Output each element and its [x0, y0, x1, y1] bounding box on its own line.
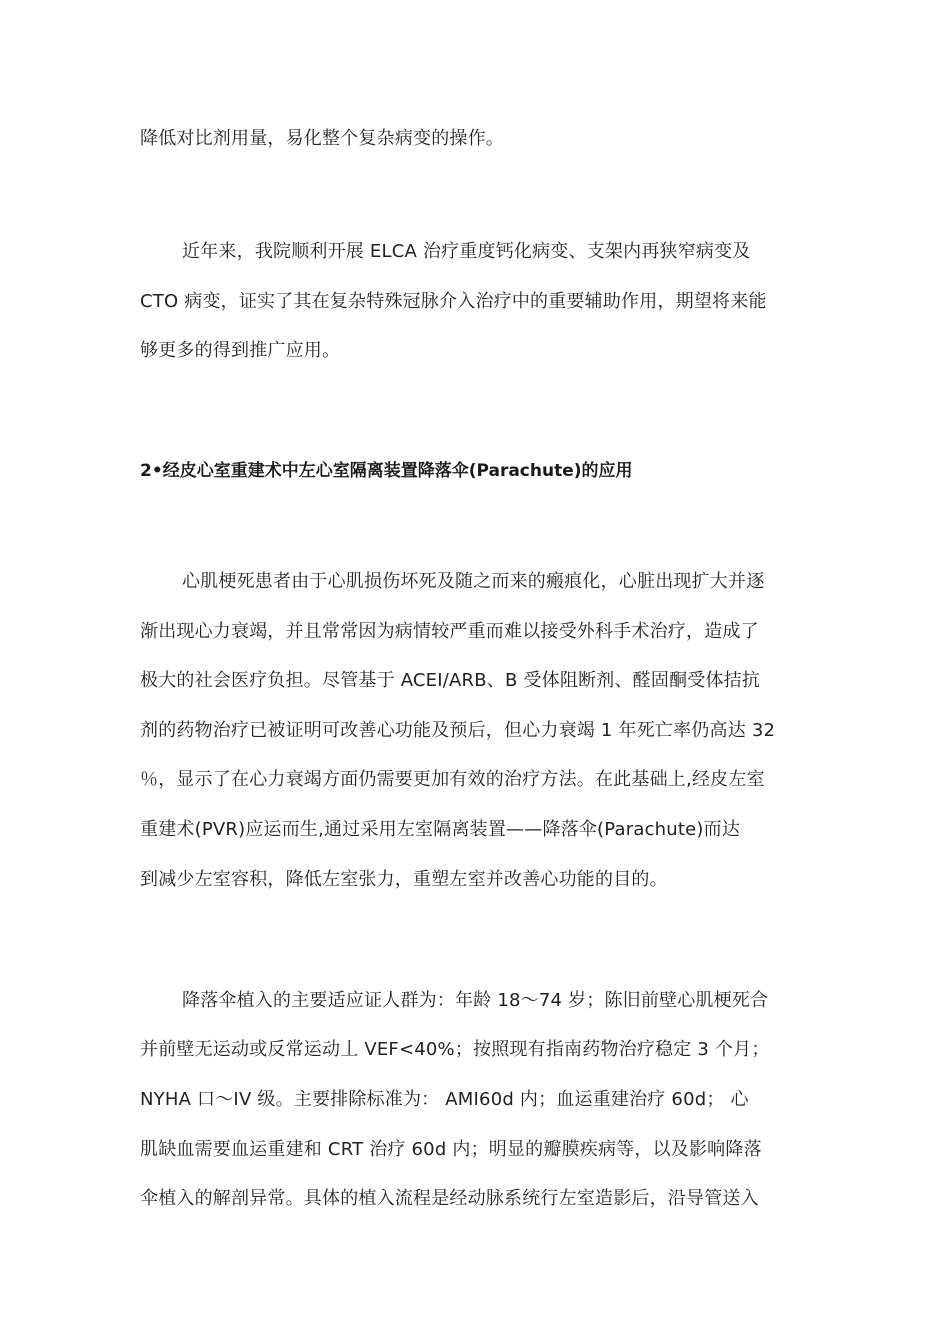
paragraph-line: 肌缺血需要血运重建和 CRT 治疗 60d 内；明显的瓣膜疾病等，以及影响降落: [140, 1139, 762, 1160]
paragraph-line: 剂的药物治疗已被证明可改善心功能及预后，但心力衰竭 1 年死亡率仍高达 32: [140, 720, 776, 741]
paragraph-line: 降落伞植入的主要适应证人群为：年龄 18〜74 岁；陈旧前壁心肌梗死合: [182, 990, 769, 1011]
paragraph-line: 伞植入的解剖异常。具体的植入流程是经动脉系统行左室造影后，沿导管送入: [140, 1188, 759, 1209]
paragraph-line: 到减少左室容积，降低左室张力，重塑左室并改善心功能的目的。: [140, 869, 668, 890]
paragraph-line: 并前壁无运动或反常运动丄 VEF<40%；按照现有指南药物治疗稳定 3 个月；: [140, 1039, 770, 1060]
paragraph-line: NYHA 口〜IV 级。主要排除标准为： AMI60d 内；血运重建治疗 60d； 心: [140, 1089, 749, 1110]
section-heading: 2•经皮心室重建术中左心室隔离装置降落伞(Parachute)的应用: [140, 461, 633, 481]
paragraph-line: CTO 病变，证实了其在复杂特殊冠脉介入治疗中的重要辅助作用，期望将来能: [140, 291, 767, 312]
paragraph-line: 渐出现心力衰竭，并且常常因为病情较严重而难以接受外科手术治疗，造成了: [140, 621, 759, 642]
paragraph-line: 够更多的得到推广应用。: [140, 340, 341, 361]
paragraph-line: 降低对比剂用量，易化整个复杂病变的操作。: [140, 128, 504, 149]
paragraph-line: ％，显示了在心力衰竭方面仍需要更加有效的治疗方法。在此基础上,经皮左室: [140, 769, 765, 790]
paragraph-line: 重建术(PVR)应运而生,通过采用左室隔离装置——降落伞(Parachute)而达: [140, 819, 741, 840]
paragraph-line: 极大的社会医疗负担。尽管基于 ACEI/ARB、B 受体阻断剂、醛固酮受体拮抗: [140, 670, 761, 691]
paragraph-line: 近年来，我院顺利开展 ELCA 治疗重度钙化病变、支架内再狭窄病变及: [182, 241, 751, 262]
paragraph-line: 心肌梗死患者由于心肌损伤坏死及随之而来的瘢痕化，心脏出现扩大并逐: [182, 571, 765, 592]
